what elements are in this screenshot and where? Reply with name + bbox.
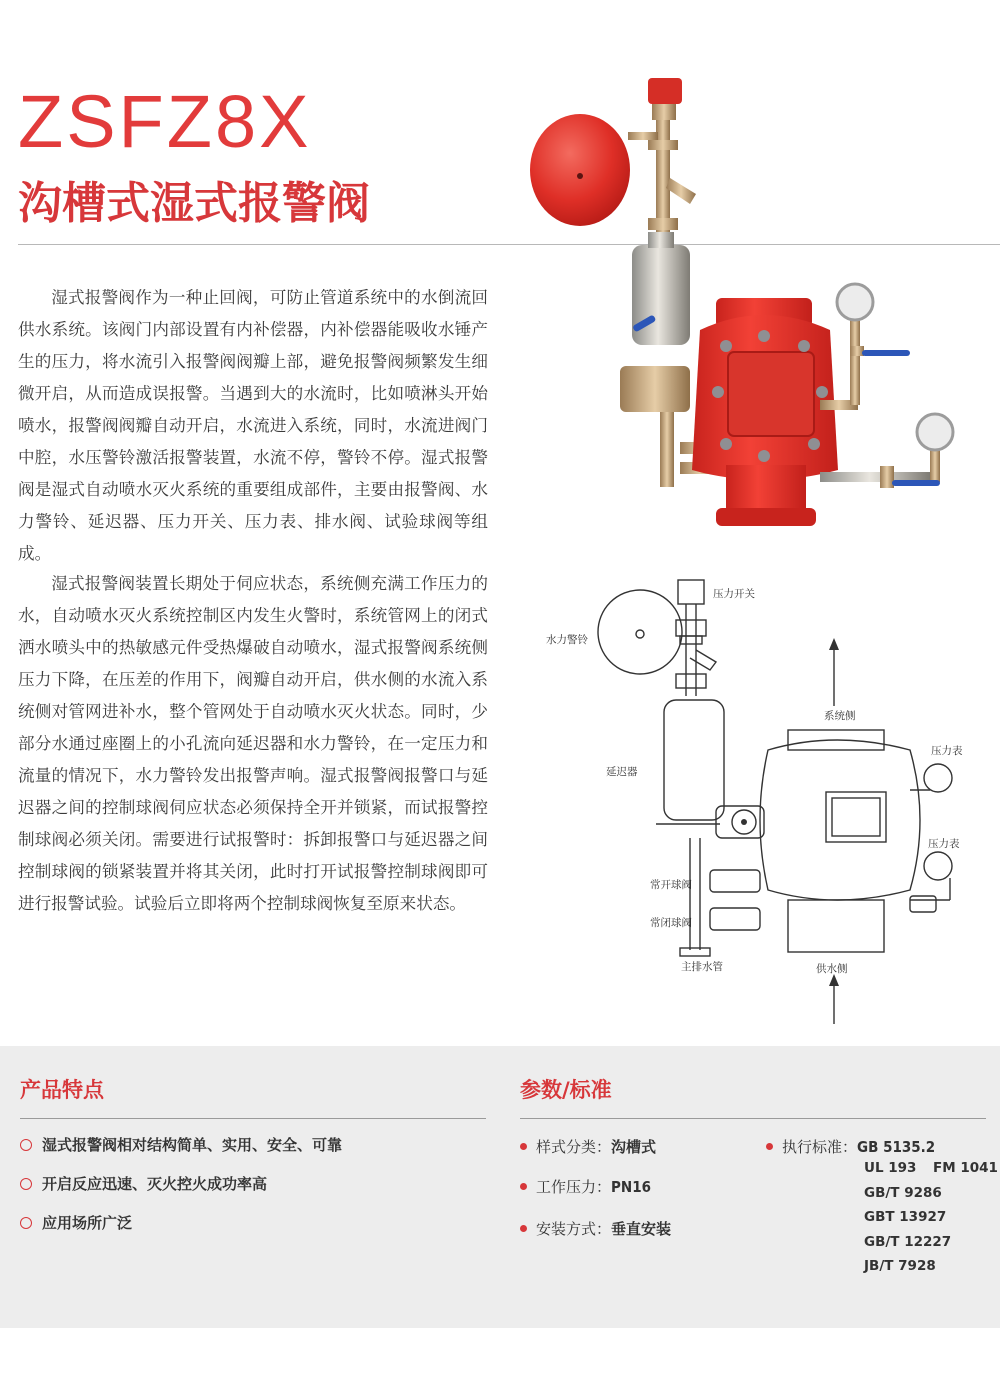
features-divider: [20, 1118, 486, 1119]
label-retard-chamber: 延迟器: [606, 766, 638, 778]
feature-item: 应用场所广泛: [20, 1212, 132, 1233]
standard-item: UL 193: [864, 1160, 917, 1176]
valve-diagram: [530, 570, 1000, 1030]
label-main-drain: 主排水管: [681, 961, 723, 973]
label-supply-side: 供水侧: [816, 963, 848, 975]
feature-item: 湿式报警阀相对结构简单、实用、安全、可靠: [20, 1134, 342, 1155]
standard-item: GBT 13927: [864, 1209, 947, 1225]
operation-paragraph: 湿式报警阀装置长期处于伺应状态，系统侧充满工作压力的水，自动喷水灭火系统控制区内发生火警时，系统管网上的闭式洒水喷头中的热敏感元件受热爆破自动喷水，湿式报警阀系统侧压力下降，在压差的作用下，阀瓣自动开启，供水侧的水流入系统侧对管网进补水，整个管网处于自动喷水灭火状态。同时，少部分水通过座圈上的小孔流向延迟器和水力警铃，在一定压力和流量的情况下，水力警铃发出报警声响。湿式报警阀报警口与延迟器之间的控制球阀伺应状态必须保持全开并锁紧，而试报警控制球阀必须关闭。需要进行试报警时：拆卸报警口与延迟器之间控制球阀的锁紧装置并将其关闭，此时打开试报警控制球阀即可进行报警试验。试验后立即将两个控制球阀恢复至原来状态。: [18, 574, 488, 913]
label-pressure-switch: 压力开关: [713, 588, 755, 600]
dot-bullet-icon: [520, 1225, 527, 1232]
standard-item: JB/T 7928: [864, 1258, 936, 1274]
valve-photo: [520, 70, 990, 550]
params-title: 参数/标准: [520, 1078, 612, 1102]
product-name: 沟槽式湿式报警阀: [18, 178, 370, 229]
features-title: 产品特点: [20, 1078, 104, 1102]
param-install: 安装方式：垂直安装: [520, 1218, 671, 1239]
label-pressure-gauge-bottom: 压力表: [928, 838, 960, 850]
param-pressure: 工作压力：PN16: [520, 1176, 651, 1197]
dot-bullet-icon: [766, 1143, 773, 1150]
param-standard: 执行标准：GB 5135.2: [766, 1136, 935, 1157]
ring-bullet-icon: [20, 1217, 32, 1229]
standard-item: GB/T 12227: [864, 1234, 952, 1250]
label-normally-open-valve: 常开球阀: [650, 879, 692, 891]
feature-item: 开启反应迅速、灭火控火成功率高: [20, 1173, 267, 1194]
standard-item: GB/T 9286: [864, 1185, 942, 1201]
label-pressure-gauge-top: 压力表: [931, 745, 963, 757]
model-number: ZSFZ8X: [18, 80, 312, 163]
dot-bullet-icon: [520, 1183, 527, 1190]
param-style: 样式分类：沟槽式: [520, 1136, 656, 1157]
label-normally-closed-valve: 常闭球阀: [650, 917, 692, 929]
intro-paragraph: 湿式报警阀作为一种止回阀，可防止管道系统中的水倒流回供水系统。该阀门内部设置有内补偿器，内补偿器能吸收水锤产生的压力，将水流引入报警阀阀瓣上部，避免报警阀频繁发生细微开启，从而造成误报警。当遇到大的水流时，比如喷淋头开始喷水，报警阀阀瓣自动开启，水流进入系统，同时，水流进阀门中腔，水压警铃激活报警装置，水流不停，警铃不停。湿式报警阀是湿式自动喷水灭火系统的重要组成部件，主要由报警阀、水力警铃、延迟器、压力开关、压力表、排水阀、试验球阀等组成。: [18, 288, 488, 563]
label-water-gong: 水力警铃: [546, 634, 588, 646]
label-system-side: 系统侧: [824, 710, 856, 722]
ring-bullet-icon: [20, 1139, 32, 1151]
standard-item: FM 1041: [933, 1160, 998, 1176]
ring-bullet-icon: [20, 1178, 32, 1190]
params-divider: [520, 1118, 986, 1119]
dot-bullet-icon: [520, 1143, 527, 1150]
